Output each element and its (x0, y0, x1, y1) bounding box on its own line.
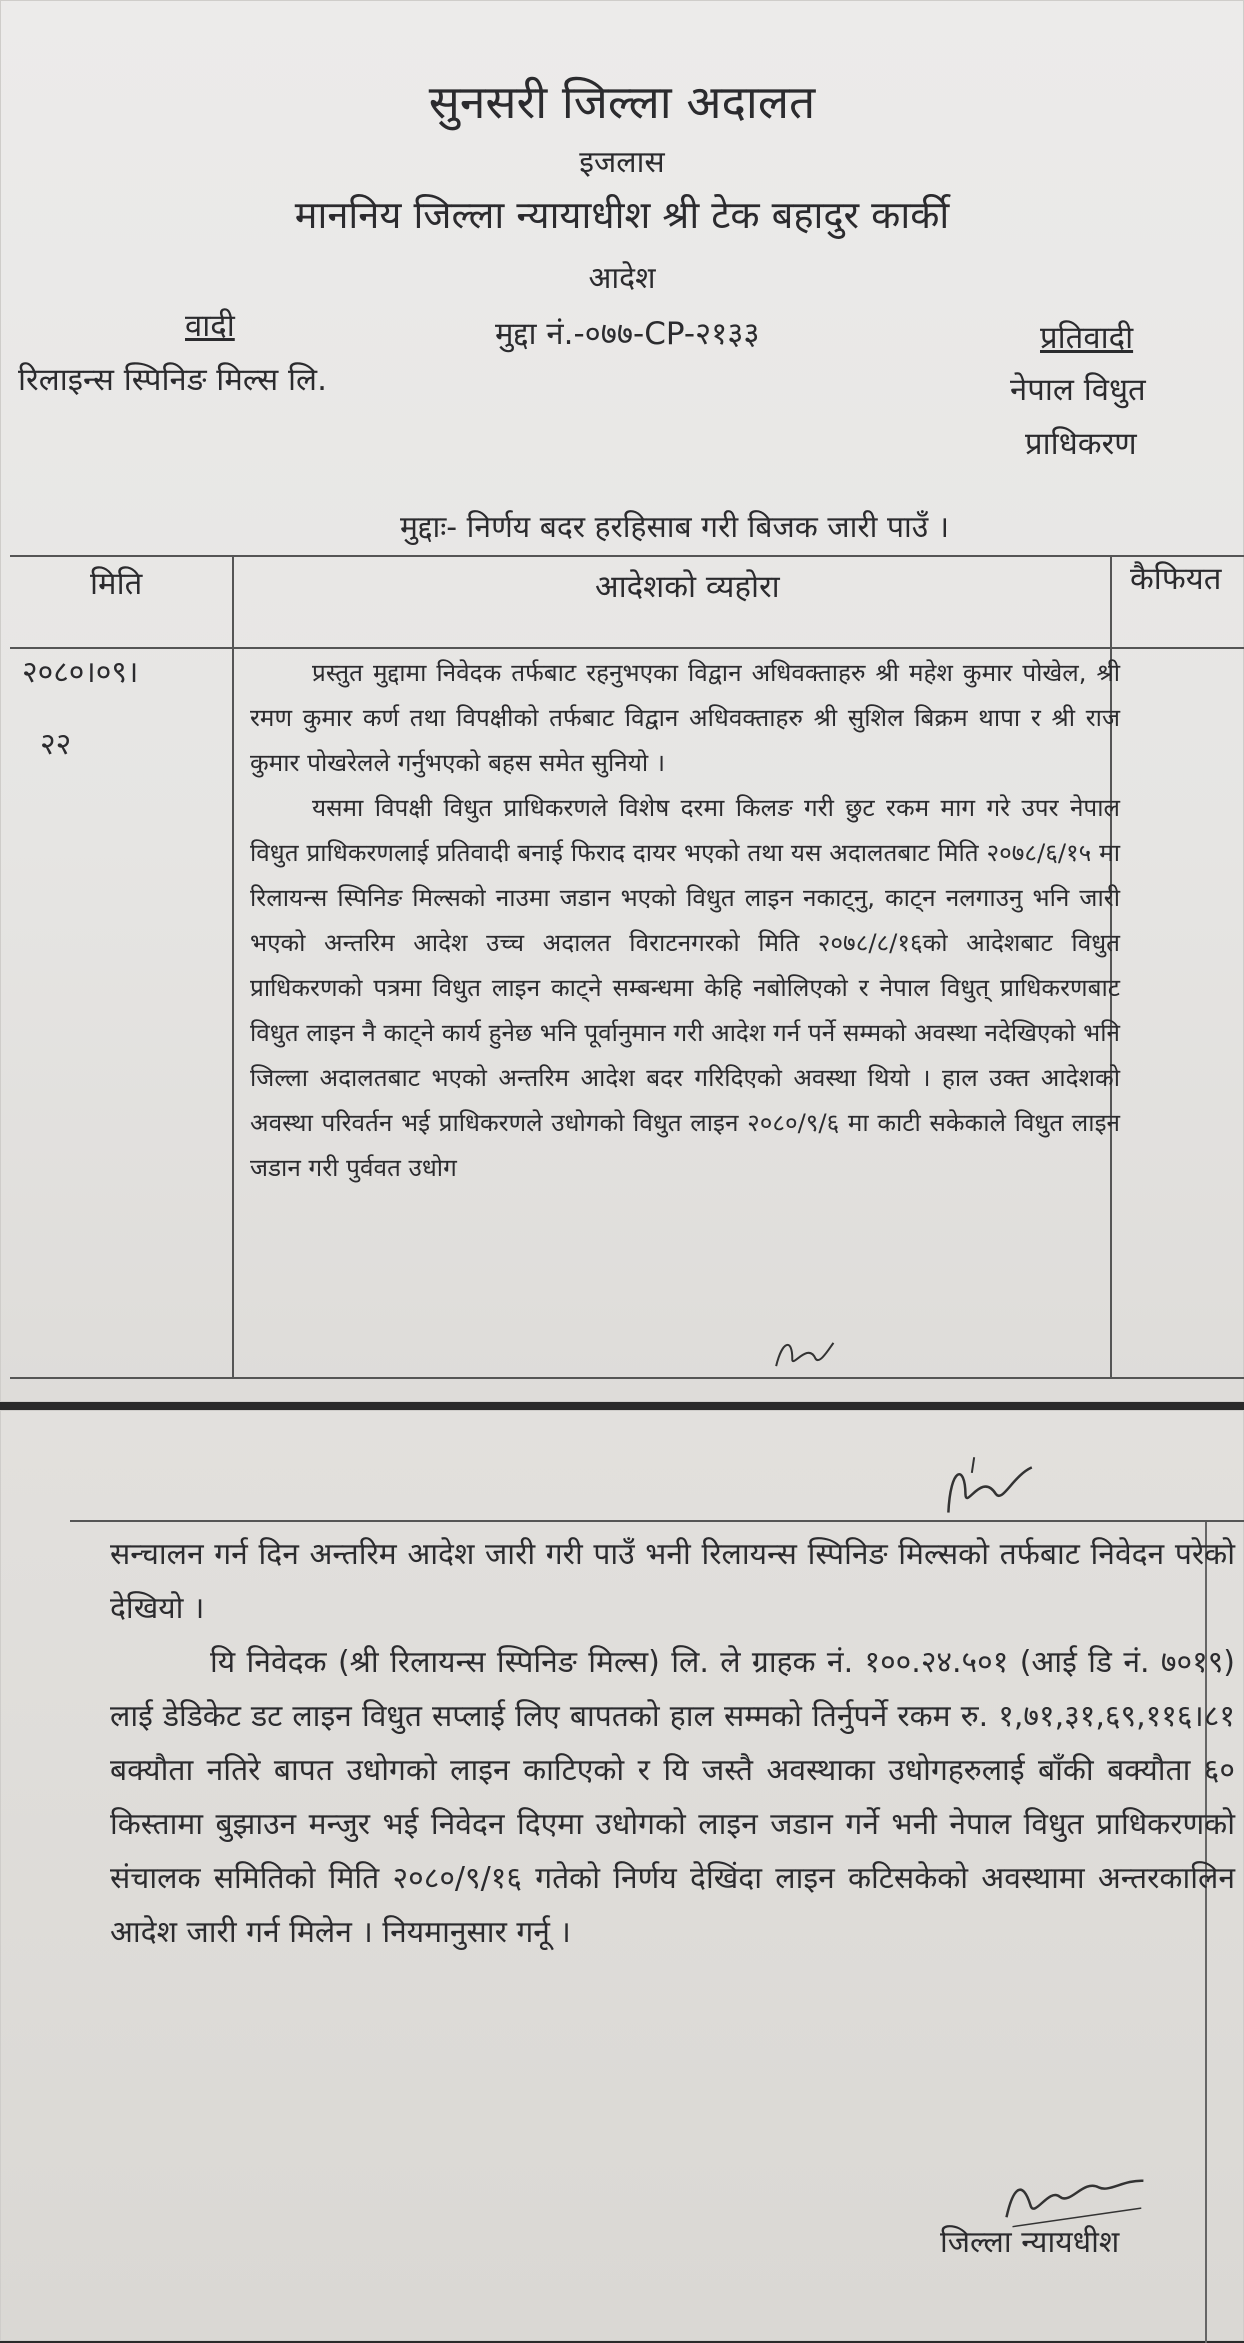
order-paragraph: यसमा विपक्षी विधुत प्राधिकरणले विशेष दरमा किलङ गरी छुट रकम माग गरे उपर नेपाल विधुत प्राधिकरणलाई प्रतिवादी बनाई फिराद दायर भएको तथा यस अदालतबाट मिति २०७८/६/१५ मा रिलायन्स स्पिनिङ मिल्सको नाउमा जडान भएको विधुत लाइन नकाट्नु, काट्न नलगाउनु भनि जारी भएको अन्तरिम आदेश उच्च अदालत विराटनगरको मिति २०७८/८/१६को आदेशबाट विधुत प्राधिकरणको पत्रमा विधुत लाइन काट्ने सम्बन्धमा केहि नबोलिएको र नेपाल विधुत् प्राधिकरणबाट विधुत लाइन नै काट्ने कार्य हुनेछ भनि पूर्वानुमान गरी आदेश गर्न पर्ने सम्मको अवस्था नदेखिएको भनि जिल्ला अदालतबाट भएको अन्तरिम आदेश बदर गरिदिएको अवस्था थियो । हाल उक्त आदेशको अवस्था परिवर्तन भई प्राधिकरणले उधोगको विधुत लाइन २०८०/९/६ मा काटी सकेकाले विधुत लाइन जडान गरी पुर्ववत उधोग (250, 793, 1120, 1182)
judge-name: माननिय जिल्ला न्यायाधीश श्री टेक बहादुर कार्की (294, 193, 950, 237)
header-row-divider (10, 647, 1244, 649)
column-header-remarks: कैफियत (1130, 561, 1222, 597)
order-text-part2 (110, 1528, 1235, 1960)
column-divider (232, 557, 234, 1377)
order-date: २०८०।०९। (22, 655, 139, 690)
case-subject: मुद्दाः- निर्णय बदर हरहिसाब गरी बिजक जारी पाउँ । (400, 510, 950, 545)
case-number: मुद्दा नं.-०७७-CP-२१३३ (495, 316, 760, 352)
bench-label: इजलास (579, 145, 665, 180)
order-paragraph: प्रस्तुत मुद्दामा निवेदक तर्फबाट रहनुभएका विद्वान अधिवक्ताहरु श्री महेश कुमार पोखेल, श्री रमण कुमार कर्ण तथा विपक्षीको तर्फबाट विद्वान अधिवक्ताहरु श्री सुशिल बिक्रम थापा र श्री राज कुमार पोखरेलले गर्नुभएको बहस समेत सुनियो । (250, 658, 1120, 777)
court-name: सुनसरी जिल्ला अदालत (428, 75, 816, 129)
defendant-name-line1: नेपाल विधुत (1010, 372, 1146, 408)
order-paragraph: यि निवेदक (श्री रिलायन्स स्पिनिङ मिल्स) लि. ले ग्राहक नं. १००.२४.५०१ (आई डि नं. ७०१९) लाई डेडिकेट डट लाइन विधुत सप्लाई लिए बापतको हाल सम्मको तिर्नुपर्ने रकम रु. १,७१,३१,६९,११६।८१ बक्यौता नतिरे बापत उधोगको लाइन काटिएको र यि जस्तै अवस्थाका उधोगहरुलाई बाँकी बक्यौता ६० किस्तामा बुझाउन मन्जुर भई निवेदन दिएमा उधोगको लाइन जडान गर्ने भनी नेपाल विधुत प्राधिकरणको संचालक समितिको मिति २०८०/९/१६ गतेको निर्णय देखिंदा लाइन कटिसकेको अवस्थामा अन्तरकालिन आदेश जारी गर्न मिलेन । नियमानुसार गर्नू । (110, 1645, 1235, 1950)
order-date-cont: २२ (40, 727, 72, 762)
judge-title: जिल्ला न्यायधीश (940, 2225, 1120, 2260)
defendant-label: प्रतिवादी (1040, 320, 1134, 356)
plaintiff-name: रिलाइन्स स्पिनिङ मिल्स लि. (18, 362, 327, 398)
order-text-part1 (250, 650, 1120, 1190)
order-heading: आदेश (588, 261, 656, 296)
column-header-order: आदेशको व्यहोरा (595, 569, 780, 605)
initial-signature (767, 1327, 843, 1384)
column-header-date: मिति (90, 566, 143, 602)
plaintiff-label: वादी (185, 308, 235, 344)
order-paragraph: सन्चालन गर्न दिन अन्तरिम आदेश जारी गरी पाउँ भनी रिलायन्स स्पिनिङ मिल्सको तर्फबाट निवेदन परेको देखियो । (110, 1537, 1235, 1626)
defendant-name-line2: प्राधिकरण (1025, 426, 1137, 462)
